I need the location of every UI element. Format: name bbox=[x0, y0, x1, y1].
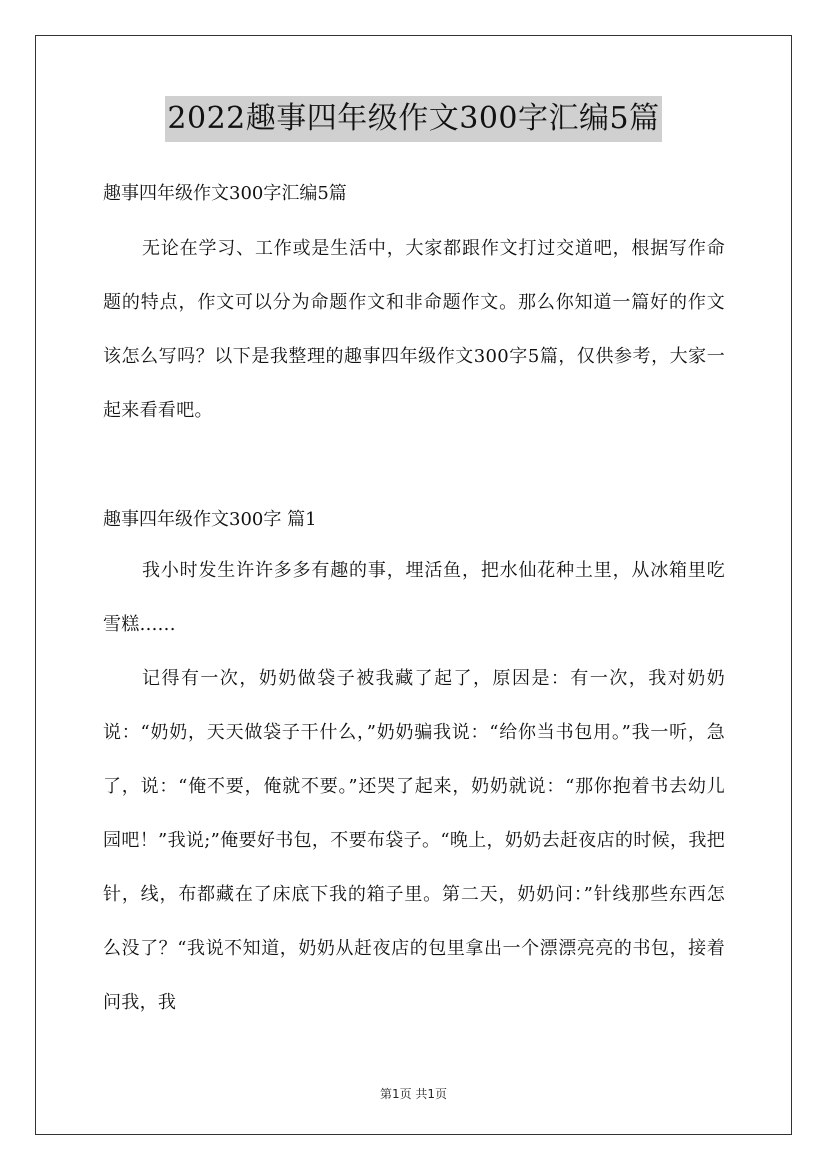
section-heading: 趣事四年级作文300字 篇1 bbox=[103, 509, 317, 530]
subtitle: 趣事四年级作文300字汇编5篇 bbox=[103, 183, 347, 204]
intro-paragraph: 无论在学习、工作或是生活中，大家都跟作文打过交道吧，根据写作命题的特点，作文可以分为命题作文和非命题作文。那么你知道一篇好的作文该怎么写吗？以下是我整理的趣事四年级作文300字5篇，仅供参考，大家一起来看看吧。 bbox=[103, 238, 725, 421]
intro-block bbox=[103, 222, 725, 438]
title-container bbox=[0, 96, 827, 142]
body-block bbox=[103, 544, 725, 1030]
document-title: 2022趣事四年级作文300字汇编5篇 bbox=[165, 96, 661, 142]
page-footer: 第1页 共1页 bbox=[379, 1087, 448, 1101]
body-paragraph-1: 我小时发生许许多多有趣的事，埋活鱼，把水仙花种土里，从冰箱里吃雪糕...... bbox=[103, 560, 725, 635]
body-paragraph-2: 记得有一次，奶奶做袋子被我藏了起了，原因是：有一次，我对奶奶说：“奶奶，天天做袋子干什么，”奶奶骗我说：“给你当书包用。”我一听，急了，说：“俺不要，俺就不要。”还哭了起来，奶奶就说：“那你抱着书去幼儿园吧！”我说;”俺要好书包，不要布袋子。“晚上，奶奶去赶夜店的时候，我把针，线，布都藏在了床底下我的箱子里。第二天，奶奶问：”针线那些东西怎么没了？“我说不知道，奶奶从赶夜店的包里拿出一个漂漂亮亮的书包，接着问我，我 bbox=[103, 668, 725, 1013]
